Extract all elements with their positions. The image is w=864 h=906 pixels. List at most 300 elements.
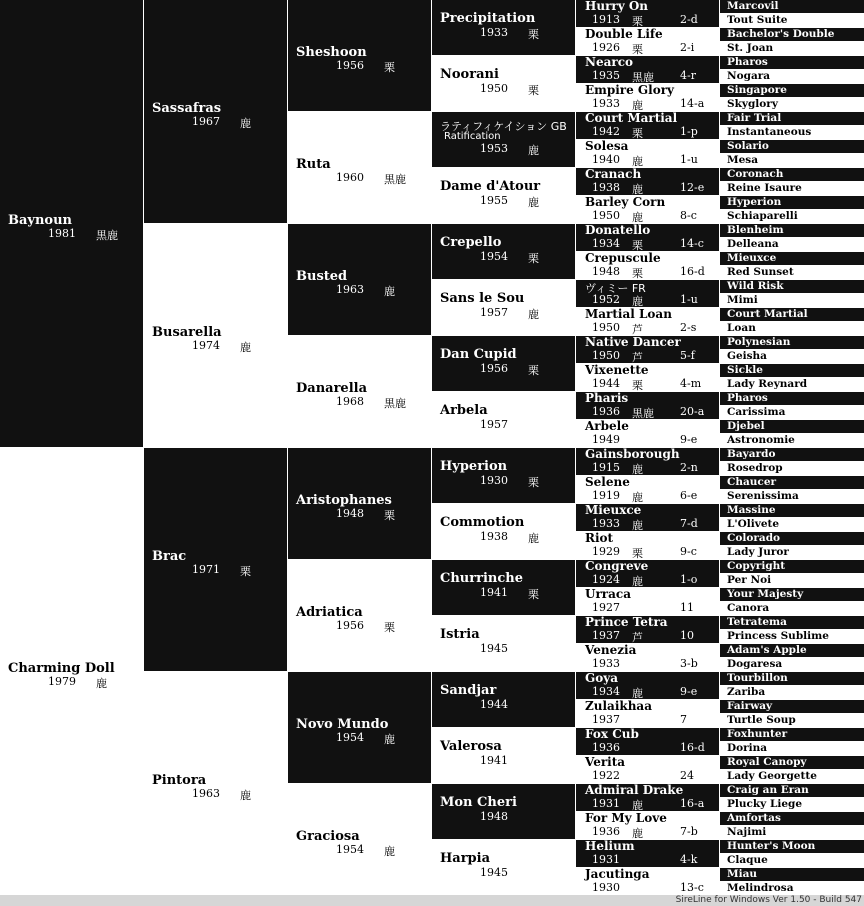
gen6-horse-7[interactable] (720, 98, 864, 111)
horse-coat-color: 栗 (384, 509, 395, 522)
horse-name: Busted (296, 269, 348, 284)
horse-year: 1948 (480, 810, 508, 823)
gen4-horse-1[interactable] (432, 56, 575, 111)
gen6-horse-47[interactable] (720, 658, 864, 671)
gen5-horse-4[interactable] (576, 112, 719, 139)
gen1-horse-1[interactable] (0, 448, 143, 895)
gen5-horse-12[interactable] (576, 336, 719, 363)
horse-year: 1944 (592, 377, 620, 390)
gen5-horse-17[interactable] (576, 476, 719, 503)
horse-name: Sickle (727, 364, 763, 376)
gen3-horse-4[interactable] (288, 448, 431, 559)
horse-family-number: 2-i (680, 41, 695, 54)
gen6-horse-36[interactable] (720, 504, 864, 517)
gen4-horse-10[interactable] (432, 560, 575, 615)
horse-name: Solesa (585, 140, 629, 153)
horse-family-number: 10 (680, 629, 694, 642)
gen6-horse-60[interactable] (720, 840, 864, 853)
horse-name: Brac (152, 549, 187, 564)
gen6-horse-10[interactable] (720, 140, 864, 153)
horse-year: 1971 (192, 563, 220, 576)
horse-coat-color: 鹿 (632, 799, 643, 811)
horse-name: Canora (727, 602, 770, 614)
horse-coat-color: 栗 (528, 588, 539, 601)
gen6-horse-28[interactable] (720, 392, 864, 405)
gen3-horse-0[interactable] (288, 0, 431, 111)
gen6-horse-29[interactable] (720, 406, 864, 419)
gen6-horse-51[interactable] (720, 714, 864, 727)
gen6-horse-5[interactable] (720, 70, 864, 83)
gen6-horse-2[interactable] (720, 28, 864, 41)
horse-name: Sheshoon (296, 45, 367, 60)
gen5-horse-13[interactable] (576, 364, 719, 391)
horse-name: Harpia (440, 851, 491, 866)
gen2-horse-1[interactable] (144, 224, 287, 447)
gen6-horse-46[interactable] (720, 644, 864, 657)
horse-year: 1926 (592, 41, 620, 54)
horse-name: L'Olivete (727, 518, 780, 530)
horse-coat-color: 鹿 (240, 789, 251, 802)
horse-name: Najimi (727, 826, 767, 838)
horse-name: Mieuxce (727, 252, 777, 264)
gen5-horse-27[interactable] (576, 756, 719, 783)
gen6-horse-62[interactable] (720, 868, 864, 881)
horse-coat-color: 鹿 (632, 295, 643, 307)
horse-coat-color: 鹿 (632, 183, 643, 195)
horse-coat-color: 栗 (632, 379, 643, 391)
gen6-horse-37[interactable] (720, 518, 864, 531)
status-bar: SireLine for Windows Ver 1.50 - Build 547 (0, 895, 864, 906)
gen6-horse-49[interactable] (720, 686, 864, 699)
gen5-horse-1[interactable] (576, 28, 719, 55)
horse-name: Pharis (585, 392, 629, 405)
horse-year: 1957 (480, 306, 508, 319)
horse-name: Princess Sublime (727, 630, 829, 642)
horse-family-number: 7-d (680, 517, 698, 530)
horse-coat-color: 栗 (632, 15, 643, 27)
horse-year: 1933 (592, 657, 620, 670)
horse-year: 1974 (192, 339, 220, 352)
gen6-horse-18[interactable] (720, 252, 864, 265)
gen6-horse-63[interactable] (720, 882, 864, 895)
horse-name: Graciosa (296, 829, 360, 844)
gen6-horse-6[interactable] (720, 84, 864, 97)
horse-coat-color: 鹿 (240, 341, 251, 354)
gen3-horse-1[interactable] (288, 112, 431, 223)
horse-family-number: 16-a (680, 797, 705, 810)
horse-year: 1955 (480, 194, 508, 207)
gen6-horse-3[interactable] (720, 42, 864, 55)
horse-coat-color: 栗 (632, 127, 643, 139)
gen6-horse-32[interactable] (720, 448, 864, 461)
horse-name: Instantaneous (727, 126, 812, 138)
gen6-horse-21[interactable] (720, 294, 864, 307)
gen4-horse-4[interactable] (432, 224, 575, 279)
gen6-horse-34[interactable] (720, 476, 864, 489)
gen5-horse-23[interactable] (576, 644, 719, 671)
horse-coat-color: 鹿 (96, 677, 107, 690)
horse-name: Hyperion (727, 196, 782, 208)
horse-name: Wild Risk (727, 280, 784, 292)
gen6-horse-33[interactable] (720, 462, 864, 475)
gen5-horse-7[interactable] (576, 196, 719, 223)
horse-family-number: 1-p (680, 125, 698, 138)
horse-name: Claque (727, 854, 768, 866)
horse-coat-color: 鹿 (632, 575, 643, 587)
horse-year: 1937 (592, 629, 620, 642)
gen5-horse-28[interactable] (576, 784, 719, 811)
gen5-horse-3[interactable] (576, 84, 719, 111)
horse-year: 1953 (480, 142, 508, 155)
horse-year: 1957 (480, 418, 508, 431)
horse-coat-color: 鹿 (384, 845, 395, 858)
horse-name: Turtle Soup (727, 714, 796, 726)
horse-year: 1935 (592, 69, 620, 82)
horse-name: Massine (727, 504, 776, 516)
gen5-horse-22[interactable] (576, 616, 719, 643)
horse-name: Arbele (585, 420, 629, 433)
gen6-horse-35[interactable] (720, 490, 864, 503)
horse-year: 1936 (592, 741, 620, 754)
horse-coat-color: 鹿 (384, 733, 395, 746)
gen5-horse-5[interactable] (576, 140, 719, 167)
horse-name: Tourbillon (727, 672, 788, 684)
gen6-horse-1[interactable] (720, 14, 864, 27)
gen6-horse-24[interactable] (720, 336, 864, 349)
horse-name: Istria (440, 627, 480, 642)
horse-name: ラティフィケイション GB (440, 120, 567, 133)
horse-name: Fair Trial (727, 112, 782, 124)
horse-name: Reine Isaure (727, 182, 802, 194)
horse-name: Dan Cupid (440, 347, 517, 362)
horse-family-number: 16-d (680, 265, 705, 278)
horse-family-number: 9-e (680, 685, 698, 698)
gen6-horse-54[interactable] (720, 756, 864, 769)
horse-family-number: 1-u (680, 293, 698, 306)
horse-name: Per Noi (727, 574, 772, 586)
gen4-horse-0[interactable] (432, 0, 575, 55)
gen5-horse-30[interactable] (576, 840, 719, 867)
gen4-horse-6[interactable] (432, 336, 575, 391)
gen6-horse-50[interactable] (720, 700, 864, 713)
gen6-horse-4[interactable] (720, 56, 864, 69)
gen5-horse-26[interactable] (576, 728, 719, 755)
gen5-horse-20[interactable] (576, 560, 719, 587)
horse-year: 1927 (592, 601, 620, 614)
horse-name: Gainsborough (585, 448, 680, 461)
horse-name: Double Life (585, 28, 663, 41)
gen6-horse-22[interactable] (720, 308, 864, 321)
horse-name: Dorina (727, 742, 768, 754)
horse-name: Arbela (440, 403, 488, 418)
gen6-horse-57[interactable] (720, 798, 864, 811)
horse-name: Commotion (440, 515, 525, 530)
gen6-horse-23[interactable] (720, 322, 864, 335)
horse-coat-color: 鹿 (528, 196, 539, 209)
gen4-horse-5[interactable] (432, 280, 575, 335)
horse-family-number: 24 (680, 769, 694, 782)
gen5-horse-0[interactable] (576, 0, 719, 27)
horse-name: Verita (585, 756, 626, 769)
gen5-horse-16[interactable] (576, 448, 719, 475)
gen4-horse-14[interactable] (432, 784, 575, 839)
horse-name: Fox Cub (585, 728, 639, 741)
horse-year: 1956 (480, 362, 508, 375)
horse-name: Urraca (585, 588, 631, 601)
horse-coat-color: 黒鹿 (96, 229, 118, 242)
gen5-horse-18[interactable] (576, 504, 719, 531)
horse-name: Loan (727, 322, 756, 334)
gen6-horse-42[interactable] (720, 588, 864, 601)
gen2-horse-2[interactable] (144, 448, 287, 671)
horse-name: Goya (585, 672, 618, 685)
horse-name: Mimi (727, 294, 758, 306)
horse-coat-color: 栗 (632, 267, 643, 279)
horse-family-number: 2-d (680, 13, 698, 26)
horse-year: 1936 (592, 825, 620, 838)
gen2-horse-3[interactable] (144, 672, 287, 895)
gen5-horse-24[interactable] (576, 672, 719, 699)
horse-family-number: 7-b (680, 825, 698, 838)
horse-year: 1930 (592, 881, 620, 894)
horse-name: Carissima (727, 406, 786, 418)
horse-year: 1933 (592, 97, 620, 110)
horse-name: Cranach (585, 168, 642, 181)
horse-name: Barley Corn (585, 196, 666, 209)
horse-name: Nearco (585, 56, 634, 69)
gen6-horse-19[interactable] (720, 266, 864, 279)
horse-year: 1979 (48, 675, 76, 688)
gen4-horse-8[interactable] (432, 448, 575, 503)
horse-year: 1948 (592, 265, 620, 278)
horse-year: 1941 (480, 586, 508, 599)
gen6-horse-9[interactable] (720, 126, 864, 139)
gen5-horse-2[interactable] (576, 56, 719, 83)
horse-year: 1930 (480, 474, 508, 487)
gen6-horse-15[interactable] (720, 210, 864, 223)
horse-name: Royal Canopy (727, 756, 807, 768)
gen6-horse-38[interactable] (720, 532, 864, 545)
horse-name: Crepello (440, 235, 502, 250)
horse-name: Hyperion (440, 459, 508, 474)
horse-year: 1967 (192, 115, 220, 128)
horse-name: Precipitation (440, 11, 536, 26)
horse-name: Plucky Liege (727, 798, 803, 810)
gen6-horse-59[interactable] (720, 826, 864, 839)
gen3-horse-2[interactable] (288, 224, 431, 335)
gen4-horse-11[interactable] (432, 616, 575, 671)
horse-family-number: 11 (680, 601, 694, 614)
horse-year: 1924 (592, 573, 620, 586)
horse-year: 1950 (592, 349, 620, 362)
gen5-horse-14[interactable] (576, 392, 719, 419)
gen3-horse-7[interactable] (288, 784, 431, 895)
horse-coat-color: 栗 (632, 239, 643, 251)
gen6-horse-45[interactable] (720, 630, 864, 643)
horse-year: 1915 (592, 461, 620, 474)
gen4-horse-13[interactable] (432, 728, 575, 783)
horse-family-number: 4-m (680, 377, 702, 390)
horse-year: 1950 (480, 82, 508, 95)
horse-year: 1931 (592, 853, 620, 866)
horse-name: Native Dancer (585, 336, 681, 349)
horse-family-number: 9-c (680, 545, 697, 558)
gen6-horse-12[interactable] (720, 168, 864, 181)
gen4-horse-2[interactable] (432, 112, 575, 167)
gen6-horse-41[interactable] (720, 574, 864, 587)
gen5-horse-31[interactable] (576, 868, 719, 895)
gen5-horse-25[interactable] (576, 700, 719, 727)
gen6-horse-27[interactable] (720, 378, 864, 391)
gen6-horse-58[interactable] (720, 812, 864, 825)
horse-year: 1913 (592, 13, 620, 26)
horse-coat-color: 栗 (632, 43, 643, 55)
horse-name: Bachelor's Double (727, 28, 835, 40)
gen2-horse-0[interactable] (144, 0, 287, 223)
horse-name: Adam's Apple (727, 644, 807, 656)
gen5-horse-21[interactable] (576, 588, 719, 615)
gen6-horse-56[interactable] (720, 784, 864, 797)
gen6-horse-17[interactable] (720, 238, 864, 251)
horse-name-english: Ratification (444, 131, 501, 142)
gen4-horse-7[interactable] (432, 392, 575, 447)
gen5-horse-9[interactable] (576, 252, 719, 279)
horse-family-number: 2-s (680, 321, 697, 334)
gen6-horse-20[interactable] (720, 280, 864, 293)
gen4-horse-3[interactable] (432, 168, 575, 223)
horse-name: Fairway (727, 700, 773, 712)
gen6-horse-53[interactable] (720, 742, 864, 755)
horse-name: Foxhunter (727, 728, 788, 740)
horse-family-number: 4-r (680, 69, 696, 82)
gen6-horse-39[interactable] (720, 546, 864, 559)
horse-name: Rosedrop (727, 462, 783, 474)
gen6-horse-26[interactable] (720, 364, 864, 377)
gen4-horse-15[interactable] (432, 840, 575, 895)
gen6-horse-48[interactable] (720, 672, 864, 685)
horse-coat-color: 鹿 (240, 117, 251, 130)
horse-coat-color: 鹿 (384, 285, 395, 298)
horse-family-number: 20-a (680, 405, 705, 418)
horse-coat-color: 栗 (528, 28, 539, 41)
horse-name: Novo Mundo (296, 717, 389, 732)
gen6-horse-31[interactable] (720, 434, 864, 447)
gen1-horse-0[interactable] (0, 0, 143, 447)
horse-family-number: 13-c (680, 881, 704, 894)
gen6-horse-16[interactable] (720, 224, 864, 237)
gen5-horse-8[interactable] (576, 224, 719, 251)
horse-coat-color: 栗 (528, 476, 539, 489)
horse-coat-color: 栗 (528, 84, 539, 97)
horse-year: 1954 (480, 250, 508, 263)
horse-name: Vixenette (585, 364, 649, 377)
horse-coat-color: 黒鹿 (632, 71, 654, 83)
horse-family-number: 12-e (680, 181, 705, 194)
horse-name: Craig an Eran (727, 784, 809, 796)
gen5-horse-10[interactable] (576, 280, 719, 307)
gen6-horse-8[interactable] (720, 112, 864, 125)
horse-name: Geisha (727, 350, 767, 362)
horse-year: 1968 (336, 395, 364, 408)
horse-name: Danarella (296, 381, 367, 396)
horse-year: 1941 (480, 754, 508, 767)
gen6-horse-40[interactable] (720, 560, 864, 573)
gen6-horse-43[interactable] (720, 602, 864, 615)
horse-name: Tout Suite (727, 14, 788, 26)
horse-year: 1933 (480, 26, 508, 39)
gen6-horse-61[interactable] (720, 854, 864, 867)
gen6-horse-13[interactable] (720, 182, 864, 195)
gen3-horse-5[interactable] (288, 560, 431, 671)
horse-family-number: 1-o (680, 573, 698, 586)
horse-name: Charming Doll (8, 661, 115, 676)
horse-coat-color: 鹿 (632, 519, 643, 531)
horse-coat-color: 黒鹿 (632, 407, 654, 419)
gen6-horse-52[interactable] (720, 728, 864, 741)
gen6-horse-14[interactable] (720, 196, 864, 209)
horse-coat-color: 芦 (632, 631, 643, 643)
gen6-horse-55[interactable] (720, 770, 864, 783)
horse-name: Copyright (727, 560, 786, 572)
horse-name: Churrinche (440, 571, 523, 586)
horse-year: 1934 (592, 685, 620, 698)
gen6-horse-30[interactable] (720, 420, 864, 433)
gen5-horse-6[interactable] (576, 168, 719, 195)
horse-name: Sans le Sou (440, 291, 525, 306)
horse-name: Lady Reynard (727, 378, 808, 390)
gen5-horse-19[interactable] (576, 532, 719, 559)
horse-year: 1922 (592, 769, 620, 782)
horse-year: 1934 (592, 237, 620, 250)
horse-name: Valerosa (440, 739, 502, 754)
horse-name: Crepuscule (585, 252, 661, 265)
horse-name: Hurry On (585, 0, 649, 13)
gen3-horse-3[interactable] (288, 336, 431, 447)
horse-name: Schiaparelli (727, 210, 798, 222)
horse-family-number: 16-d (680, 741, 705, 754)
horse-name: Prince Tetra (585, 616, 668, 629)
gen6-horse-25[interactable] (720, 350, 864, 363)
gen5-horse-15[interactable] (576, 420, 719, 447)
horse-name: Mieuxce (585, 504, 642, 517)
horse-year: 1954 (336, 843, 364, 856)
horse-family-number: 4-k (680, 853, 698, 866)
gen6-horse-44[interactable] (720, 616, 864, 629)
horse-family-number: 3-b (680, 657, 698, 670)
gen6-horse-0[interactable] (720, 0, 864, 13)
horse-year: 1938 (480, 530, 508, 543)
horse-name: Mon Cheri (440, 795, 517, 810)
horse-coat-color: 鹿 (528, 532, 539, 545)
horse-coat-color: 鹿 (632, 827, 643, 839)
gen4-horse-12[interactable] (432, 672, 575, 727)
horse-name: Coronach (727, 168, 784, 180)
horse-name: Selene (585, 476, 630, 489)
horse-name: Hunter's Moon (727, 840, 816, 852)
gen4-horse-9[interactable] (432, 504, 575, 559)
gen6-horse-11[interactable] (720, 154, 864, 167)
gen5-horse-29[interactable] (576, 812, 719, 839)
gen3-horse-6[interactable] (288, 672, 431, 783)
horse-name: Adriatica (296, 605, 363, 620)
horse-name: Blenheim (727, 224, 784, 236)
horse-name: Pintora (152, 773, 207, 788)
horse-name: Amfortas (727, 812, 781, 824)
horse-name: Martial Loan (585, 308, 672, 321)
horse-name: Your Majesty (727, 588, 804, 600)
gen5-horse-11[interactable] (576, 308, 719, 335)
horse-coat-color: 栗 (384, 61, 395, 74)
